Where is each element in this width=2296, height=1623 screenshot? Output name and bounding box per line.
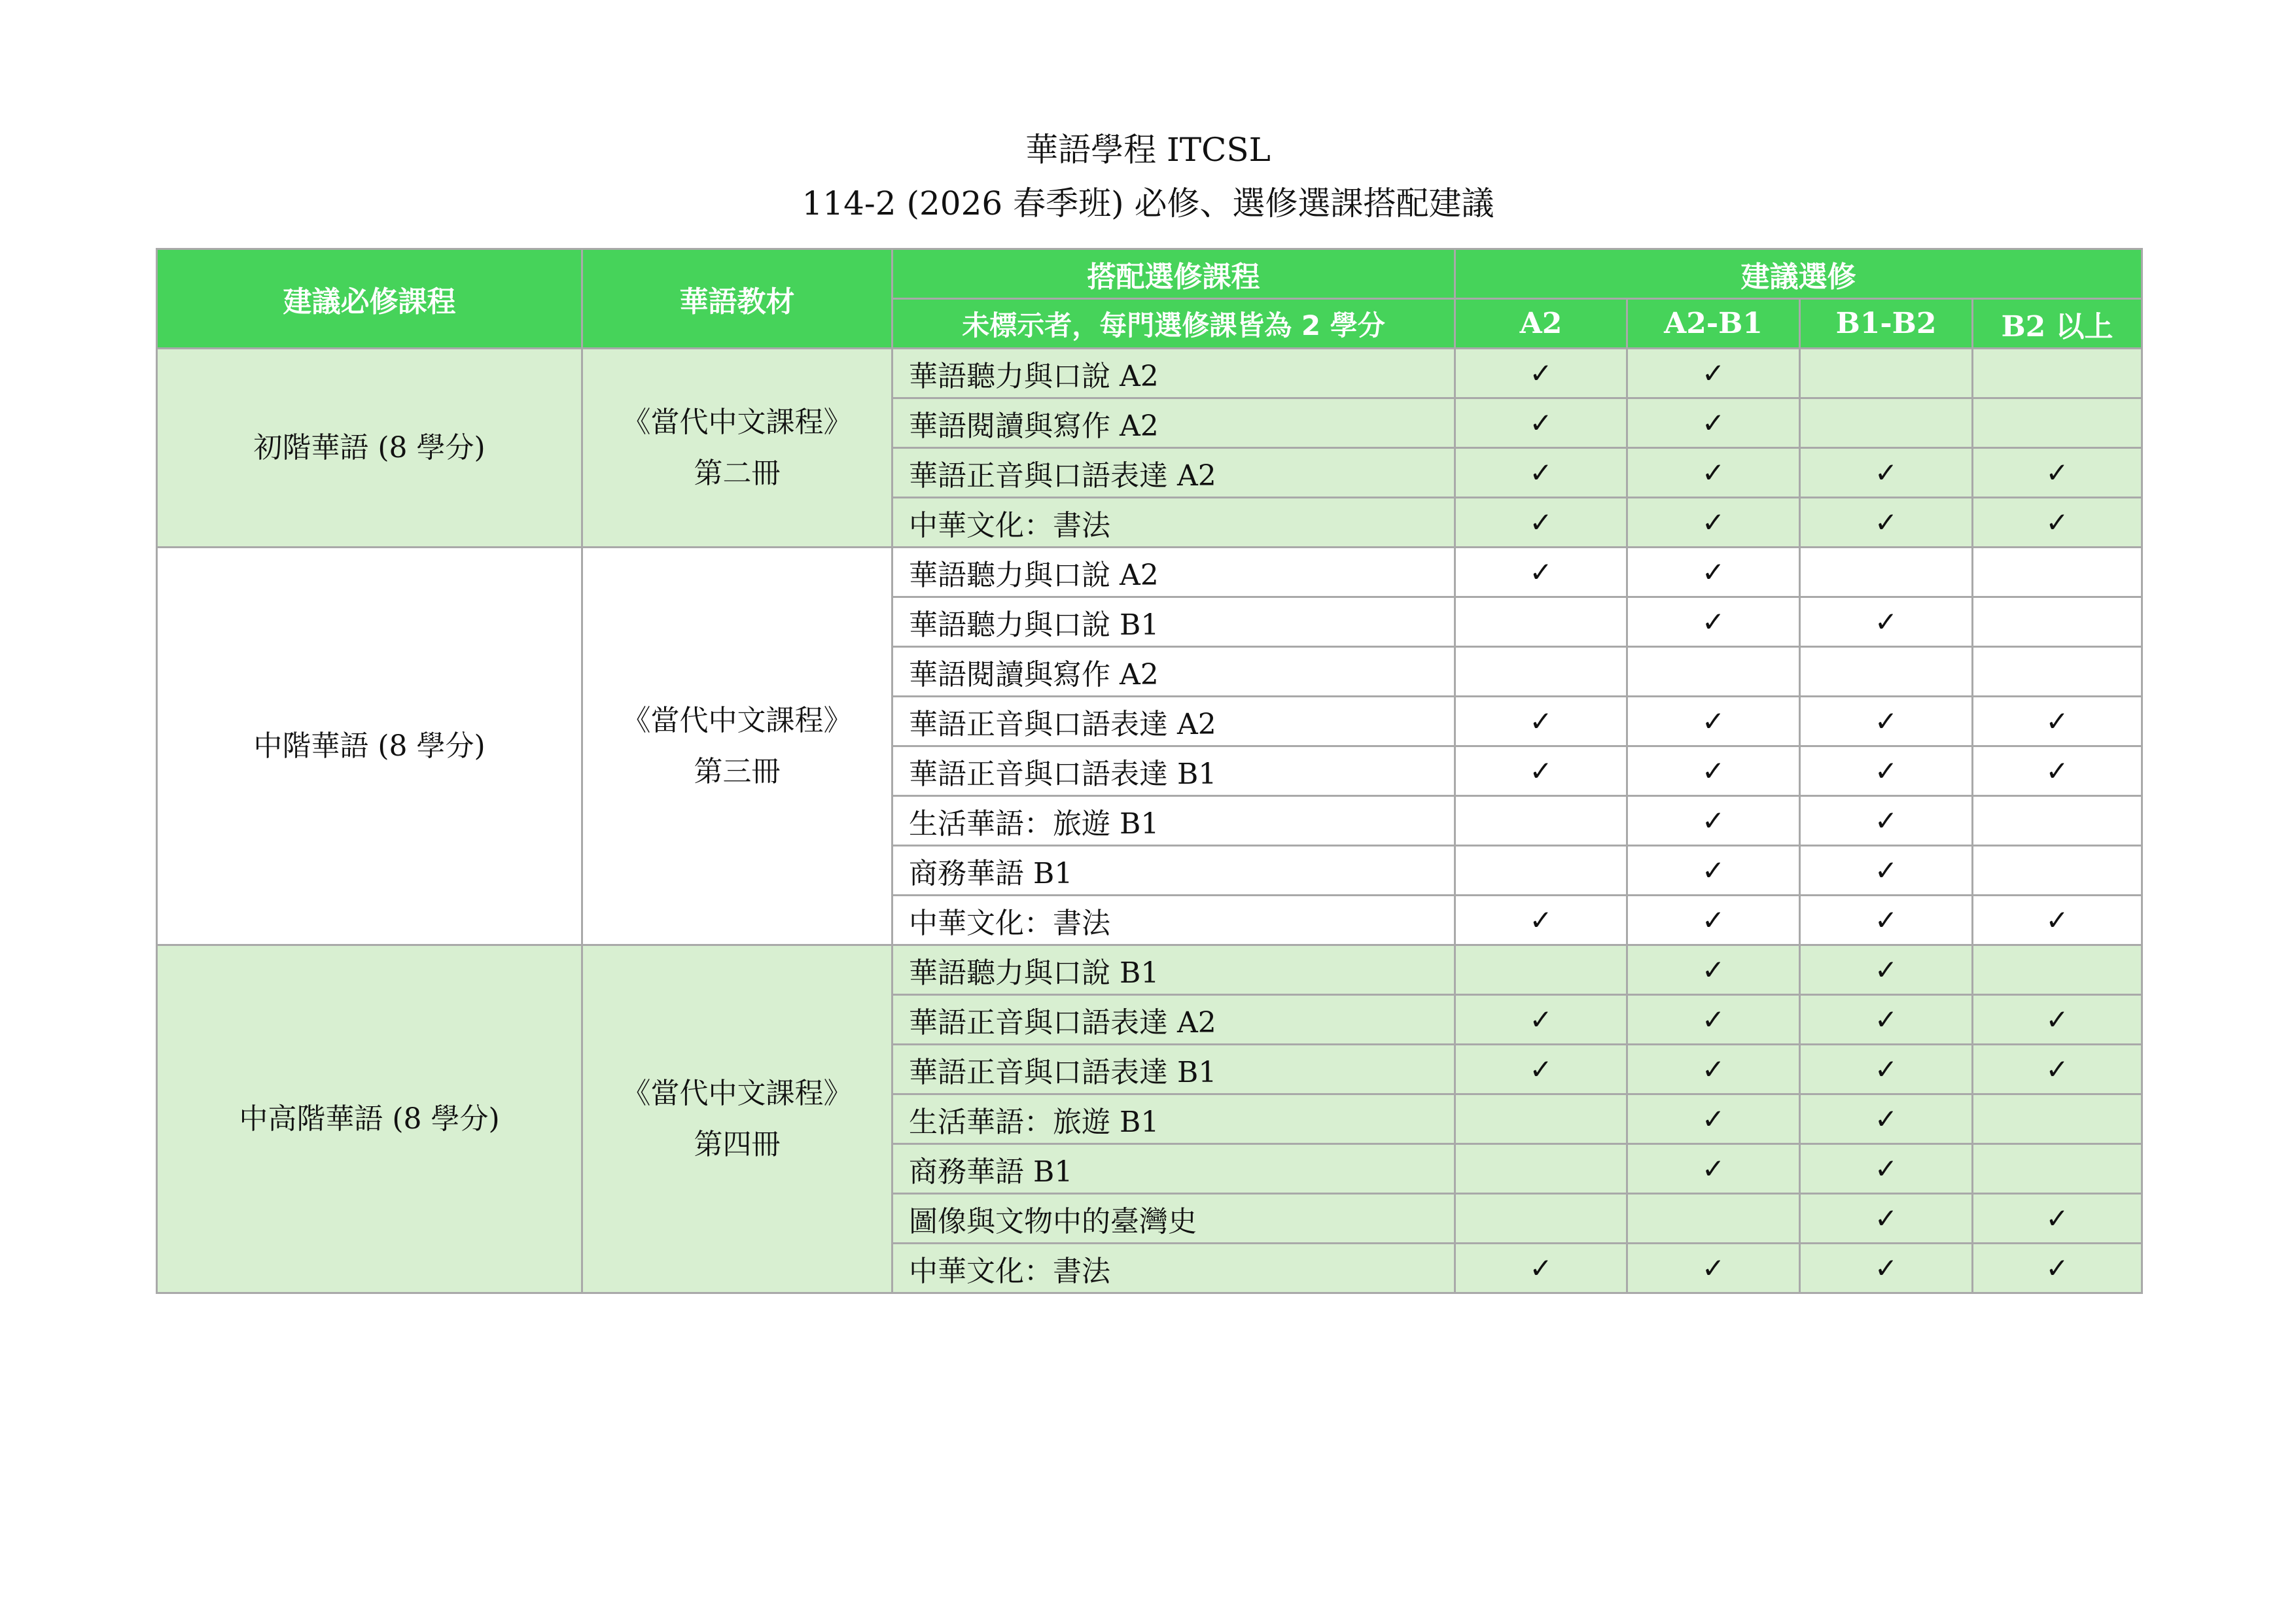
elective-course-name: 商務華語 B1 (892, 1144, 1455, 1194)
header-credit-note: 未標示者，每門選修課皆為 2 學分 (892, 299, 1455, 349)
checkmark-icon: ✓ (1874, 705, 1898, 737)
level-check-cell (1973, 746, 2142, 796)
level-check-cell (1627, 1144, 1800, 1194)
level-check-cell (1800, 945, 1973, 995)
checkmark-icon: ✓ (1529, 357, 1553, 389)
checkmark-icon: ✓ (1701, 805, 1725, 837)
level-check-cell (1455, 796, 1627, 846)
textbook-cell (582, 945, 892, 1293)
checkmark-icon: ✓ (1701, 1053, 1725, 1085)
level-check-cell (1800, 896, 1973, 945)
level-check-cell (1627, 1094, 1800, 1144)
document-title (0, 123, 2296, 230)
level-check-cell (1627, 448, 1800, 498)
level-check-cell (1627, 945, 1800, 995)
elective-course-name: 中華文化：書法 (892, 896, 1455, 945)
level-check-cell (1455, 896, 1627, 945)
elective-course-name: 華語聽力與口說 B1 (892, 597, 1455, 647)
level-check-cell (1973, 1094, 2142, 1144)
checkmark-icon: ✓ (1701, 1252, 1725, 1284)
level-check-cell (1973, 697, 2142, 746)
elective-course-name: 華語正音與口語表達 A2 (892, 697, 1455, 746)
checkmark-icon: ✓ (1701, 904, 1725, 936)
checkmark-icon: ✓ (2045, 755, 2069, 787)
level-check-cell (1973, 448, 2142, 498)
elective-course-name: 華語聽力與口說 A2 (892, 548, 1455, 597)
elective-course-name: 華語正音與口語表達 A2 (892, 995, 1455, 1045)
level-check-cell (1455, 1045, 1627, 1094)
header-level-a2-b1: A2-B1 (1627, 299, 1800, 349)
elective-course-name: 華語正音與口語表達 B1 (892, 1045, 1455, 1094)
level-check-cell (1455, 349, 1627, 398)
checkmark-icon: ✓ (1701, 1003, 1725, 1036)
checkmark-icon: ✓ (1529, 1252, 1553, 1284)
checkmark-icon: ✓ (2045, 705, 2069, 737)
elective-course-name: 華語聽力與口說 B1 (892, 945, 1455, 995)
checkmark-icon: ✓ (1529, 705, 1553, 737)
level-check-cell (1800, 647, 1973, 697)
title-program: 華語學程 ITCSL (1025, 131, 1271, 169)
level-check-cell (1973, 1194, 2142, 1244)
table-row (157, 349, 2142, 398)
checkmark-icon: ✓ (1701, 954, 1725, 986)
level-check-cell (1973, 349, 2142, 398)
elective-course-name: 華語閱讀與寫作 A2 (892, 647, 1455, 697)
level-check-cell (1455, 1094, 1627, 1144)
textbook-title: 《當代中文課程》 (622, 703, 853, 737)
course-recommendation-table (156, 248, 2143, 1294)
level-check-cell (1800, 1144, 1973, 1194)
checkmark-icon: ✓ (1874, 854, 1898, 886)
level-check-cell (1627, 1244, 1800, 1293)
level-check-cell (1800, 995, 1973, 1045)
checkmark-icon: ✓ (1874, 1053, 1898, 1085)
checkmark-icon: ✓ (1701, 357, 1725, 389)
level-check-cell (1973, 896, 2142, 945)
checkmark-icon: ✓ (2045, 1202, 2069, 1234)
level-check-cell (1800, 697, 1973, 746)
checkmark-icon: ✓ (1701, 457, 1725, 489)
level-check-cell (1455, 846, 1627, 896)
level-check-cell (1455, 697, 1627, 746)
level-check-cell (1455, 597, 1627, 647)
level-check-cell (1973, 398, 2142, 448)
checkmark-icon: ✓ (1701, 1103, 1725, 1135)
level-check-cell (1800, 846, 1973, 896)
checkmark-icon: ✓ (2045, 1053, 2069, 1085)
checkmark-icon: ✓ (2045, 457, 2069, 489)
level-check-cell (1800, 1045, 1973, 1094)
header-required-course: 建議必修課程 (157, 249, 582, 349)
checkmark-icon: ✓ (1874, 805, 1898, 837)
elective-course-name: 華語正音與口語表達 A2 (892, 448, 1455, 498)
required-course-cell: 中高階華語 (8 學分) (157, 945, 582, 1293)
level-check-cell (1973, 647, 2142, 697)
level-check-cell (1973, 1045, 2142, 1094)
level-check-cell (1627, 597, 1800, 647)
level-check-cell (1973, 945, 2142, 995)
checkmark-icon: ✓ (2045, 904, 2069, 936)
table-header (157, 249, 2142, 349)
textbook-volume: 第四冊 (694, 1127, 781, 1161)
header-level-b2-above: B2 以上 (1973, 299, 2142, 349)
level-check-cell (1455, 498, 1627, 548)
title-term: 114-2 (2026 春季班) 必修、選修選課搭配建議 (802, 184, 1494, 222)
checkmark-icon: ✓ (1701, 854, 1725, 886)
level-check-cell (1455, 746, 1627, 796)
level-check-cell (1800, 448, 1973, 498)
level-check-cell (1455, 647, 1627, 697)
header-row-1 (157, 249, 2142, 299)
level-check-cell (1800, 1094, 1973, 1144)
level-check-cell (1800, 498, 1973, 548)
elective-course-name: 中華文化：書法 (892, 1244, 1455, 1293)
level-check-cell (1973, 995, 2142, 1045)
header-suggested-electives: 建議選修 (1455, 249, 2142, 299)
checkmark-icon: ✓ (1529, 506, 1553, 538)
checkmark-icon: ✓ (1874, 755, 1898, 787)
level-check-cell (1627, 548, 1800, 597)
level-check-cell (1800, 1194, 1973, 1244)
header-elective-course: 搭配選修課程 (892, 249, 1455, 299)
level-check-cell (1973, 498, 2142, 548)
header-level-a2: A2 (1455, 299, 1627, 349)
level-check-cell (1800, 1244, 1973, 1293)
checkmark-icon: ✓ (1874, 904, 1898, 936)
level-check-cell (1973, 597, 2142, 647)
checkmark-icon: ✓ (1701, 755, 1725, 787)
table-body (157, 349, 2142, 1293)
checkmark-icon: ✓ (1701, 407, 1725, 439)
checkmark-icon: ✓ (1529, 755, 1553, 787)
checkmark-icon: ✓ (1701, 606, 1725, 638)
level-check-cell (1973, 796, 2142, 846)
level-check-cell (1455, 398, 1627, 448)
checkmark-icon: ✓ (1701, 705, 1725, 737)
level-check-cell (1455, 995, 1627, 1045)
table-row (157, 945, 2142, 995)
checkmark-icon: ✓ (1874, 1252, 1898, 1284)
level-check-cell (1800, 398, 1973, 448)
level-check-cell (1973, 1144, 2142, 1194)
checkmark-icon: ✓ (1874, 954, 1898, 986)
level-check-cell (1627, 796, 1800, 846)
level-check-cell (1627, 1045, 1800, 1094)
level-check-cell (1627, 498, 1800, 548)
level-check-cell (1627, 697, 1800, 746)
checkmark-icon: ✓ (2045, 1003, 2069, 1036)
elective-course-name: 華語閱讀與寫作 A2 (892, 398, 1455, 448)
textbook-volume: 第三冊 (694, 754, 781, 788)
checkmark-icon: ✓ (1529, 457, 1553, 489)
header-textbook: 華語教材 (582, 249, 892, 349)
textbook-volume: 第二冊 (694, 456, 781, 490)
checkmark-icon: ✓ (1529, 1003, 1553, 1036)
textbook-title: 《當代中文課程》 (622, 405, 853, 439)
level-check-cell (1800, 548, 1973, 597)
elective-course-name: 生活華語：旅遊 B1 (892, 796, 1455, 846)
checkmark-icon: ✓ (1874, 1202, 1898, 1234)
textbook-cell (582, 349, 892, 548)
header-level-b1-b2: B1-B2 (1800, 299, 1973, 349)
checkmark-icon: ✓ (1701, 1153, 1725, 1185)
level-check-cell (1627, 1194, 1800, 1244)
level-check-cell (1455, 548, 1627, 597)
level-check-cell (1455, 1194, 1627, 1244)
elective-course-name: 華語正音與口語表達 B1 (892, 746, 1455, 796)
level-check-cell (1800, 746, 1973, 796)
checkmark-icon: ✓ (1874, 1153, 1898, 1185)
level-check-cell (1627, 995, 1800, 1045)
checkmark-icon: ✓ (1874, 1003, 1898, 1036)
checkmark-icon: ✓ (1529, 1053, 1553, 1085)
checkmark-icon: ✓ (1874, 506, 1898, 538)
checkmark-icon: ✓ (1529, 407, 1553, 439)
level-check-cell (1800, 597, 1973, 647)
textbook-title: 《當代中文課程》 (622, 1076, 853, 1110)
elective-course-name: 商務華語 B1 (892, 846, 1455, 896)
required-course-cell: 中階華語 (8 學分) (157, 548, 582, 945)
level-check-cell (1627, 746, 1800, 796)
level-check-cell (1627, 846, 1800, 896)
checkmark-icon: ✓ (1874, 457, 1898, 489)
level-check-cell (1627, 349, 1800, 398)
checkmark-icon: ✓ (2045, 506, 2069, 538)
checkmark-icon: ✓ (1701, 556, 1725, 588)
level-check-cell (1627, 647, 1800, 697)
level-check-cell (1455, 448, 1627, 498)
level-check-cell (1455, 1144, 1627, 1194)
checkmark-icon: ✓ (1529, 556, 1553, 588)
checkmark-icon: ✓ (1701, 506, 1725, 538)
level-check-cell (1800, 349, 1973, 398)
checkmark-icon: ✓ (1874, 606, 1898, 638)
level-check-cell (1627, 398, 1800, 448)
elective-course-name: 中華文化：書法 (892, 498, 1455, 548)
checkmark-icon: ✓ (1529, 904, 1553, 936)
elective-course-name: 圖像與文物中的臺灣史 (892, 1194, 1455, 1244)
textbook-cell (582, 548, 892, 945)
level-check-cell (1455, 1244, 1627, 1293)
checkmark-icon: ✓ (2045, 1252, 2069, 1284)
elective-course-name: 華語聽力與口說 A2 (892, 349, 1455, 398)
level-check-cell (1455, 945, 1627, 995)
table-row (157, 548, 2142, 597)
level-check-cell (1973, 548, 2142, 597)
elective-course-name: 生活華語：旅遊 B1 (892, 1094, 1455, 1144)
level-check-cell (1627, 896, 1800, 945)
level-check-cell (1973, 846, 2142, 896)
checkmark-icon: ✓ (1874, 1103, 1898, 1135)
level-check-cell (1973, 1244, 2142, 1293)
level-check-cell (1800, 796, 1973, 846)
required-course-cell: 初階華語 (8 學分) (157, 349, 582, 548)
